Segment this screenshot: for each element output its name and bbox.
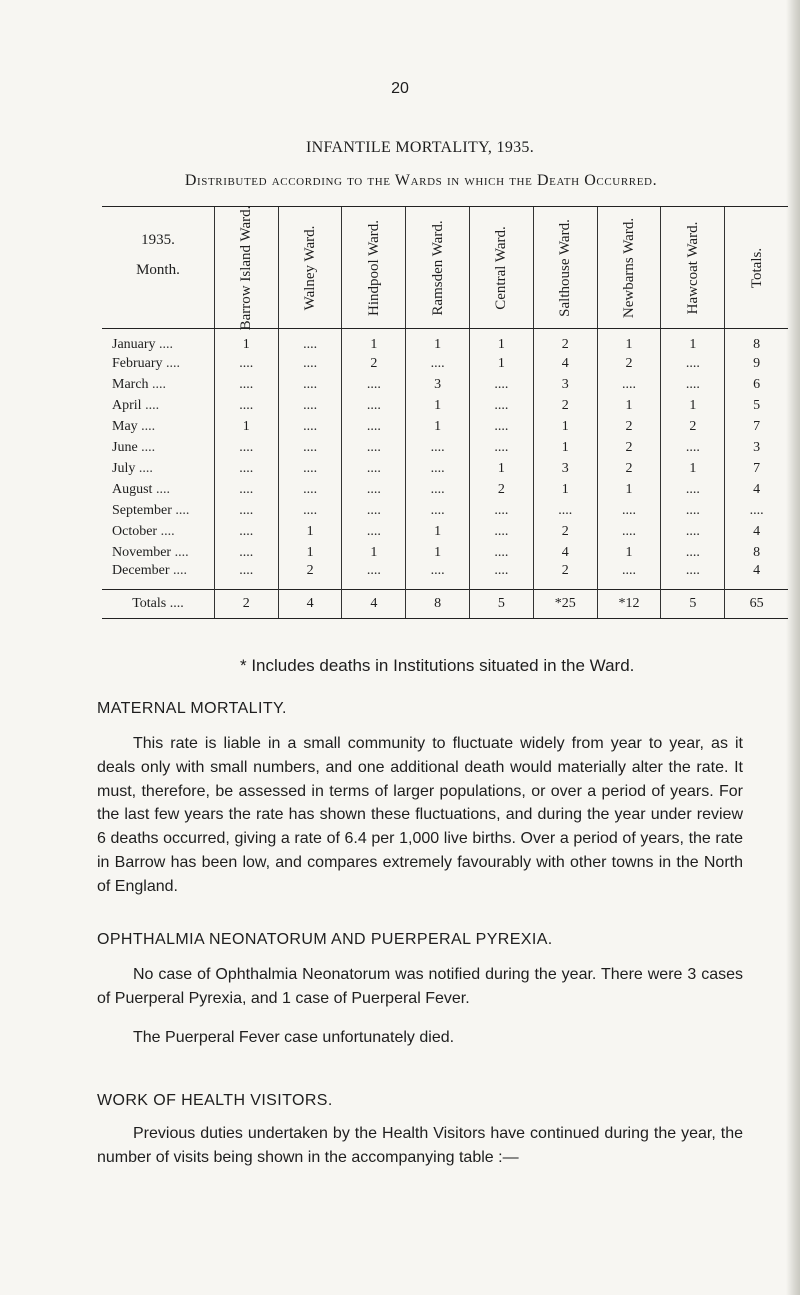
table-cell: ....: [278, 374, 342, 395]
table-cell: 2: [342, 353, 406, 374]
table-title: INFANTILE MORTALITY, 1935.: [305, 139, 535, 156]
table-cell: 1: [533, 416, 597, 437]
table-cell: 3: [406, 374, 470, 395]
table-cell: ....: [342, 479, 406, 500]
maternal-paragraph: This rate is liable in a small community to fluctuate widely from year to year, as it deals only with small numbers, and one additional death would materially alter the rate. It must, therefore, be assessed in terms of larger populations, or over a period of years. For the last few years the rate has shown these fluctuations, and during the year under review 6 deaths occurred, giving a rate of 6.4 per 1,000 live births. Over a period of years, the rate in Barrow has been low, and compares extremely favourably with other towns in the North of England.: [97, 735, 743, 895]
ophthalmia-heading: OPHTHALMIA NEONATORUM AND PUERPERAL PYREXIA.: [97, 931, 553, 948]
table-cell: ....: [214, 500, 278, 521]
column-header: Barrow Island Ward.: [214, 207, 278, 329]
table-cell: ....: [597, 500, 661, 521]
table-cell: ....: [214, 521, 278, 542]
table-cell: 8: [725, 542, 788, 563]
table-cell: ....: [406, 500, 470, 521]
table-row: [102, 395, 788, 416]
table-cell: 9: [725, 353, 788, 374]
table-cell: ....: [470, 542, 534, 563]
table-cell: ....: [597, 563, 661, 590]
table-cell: 1: [661, 395, 725, 416]
table-cell: ....: [470, 374, 534, 395]
table-cell: 4: [725, 521, 788, 542]
table-cell: 2: [533, 563, 597, 590]
month-cell: February ....: [112, 355, 181, 371]
table-cell: ....: [406, 563, 470, 590]
table-cell: ....: [214, 563, 278, 590]
month-header: [102, 207, 214, 329]
table-cell: ....: [214, 479, 278, 500]
table-row: [102, 479, 788, 500]
table-cell: 5: [725, 395, 788, 416]
month-cell: August ....: [112, 481, 170, 497]
table-cell: ....: [661, 542, 725, 563]
table-row: [102, 500, 788, 521]
totals-label: Totals ....: [102, 590, 214, 619]
table-cell: 1: [533, 437, 597, 458]
month-cell: November ....: [112, 544, 189, 560]
table-cell: 3: [533, 374, 597, 395]
total-cell: 5: [470, 590, 534, 619]
table-cell: 4: [725, 563, 788, 590]
table-cell: ....: [470, 563, 534, 590]
month-cell: June ....: [112, 439, 156, 455]
table-cell: ....: [342, 458, 406, 479]
table-cell: ....: [342, 416, 406, 437]
page-edge-shadow: [786, 0, 800, 1295]
month-cell: December ....: [112, 563, 188, 578]
table-cell: ....: [342, 374, 406, 395]
table-cell: 1: [597, 542, 661, 563]
table-cell: 2: [533, 395, 597, 416]
table-cell: ....: [406, 353, 470, 374]
table-subtitle: Distributed according to the Wards in which the Death Occurred.: [184, 172, 658, 189]
table-cell: ....: [470, 521, 534, 542]
table-cell: ....: [214, 542, 278, 563]
table-cell: 4: [725, 479, 788, 500]
table-row: [102, 458, 788, 479]
table-cell: 1: [342, 542, 406, 563]
table-cell: 6: [725, 374, 788, 395]
column-header: Hawcoat Ward.: [661, 207, 725, 329]
total-cell: 2: [214, 590, 278, 619]
table-cell: 4: [533, 542, 597, 563]
table-cell: 2: [470, 479, 534, 500]
table-cell: ....: [661, 479, 725, 500]
table-cell: 7: [725, 458, 788, 479]
column-header: Salthouse Ward.: [533, 207, 597, 329]
table-cell: 1: [470, 458, 534, 479]
table-row: [102, 329, 788, 354]
table-row: [102, 416, 788, 437]
table-cell: ....: [597, 374, 661, 395]
month-cell: January ....: [112, 337, 174, 352]
health-visitors-heading: WORK OF HEALTH VISITORS.: [97, 1092, 333, 1109]
table-cell: ....: [278, 395, 342, 416]
column-header: Newbarns Ward.: [597, 207, 661, 329]
table-cell: 1: [278, 521, 342, 542]
table-cell: 2: [533, 329, 597, 354]
table-cell: ....: [342, 437, 406, 458]
table-cell: 1: [406, 521, 470, 542]
table-cell: 1: [214, 416, 278, 437]
month-cell: April ....: [112, 397, 160, 413]
table-cell: ....: [725, 500, 788, 521]
table-cell: 3: [725, 437, 788, 458]
total-cell: *12: [597, 590, 661, 619]
month-cell: May ....: [112, 418, 156, 434]
table-cell: 2: [597, 416, 661, 437]
month-header-year: 1935.: [141, 232, 175, 248]
column-header: Totals.: [725, 207, 788, 329]
table-row: [102, 542, 788, 563]
table-cell: ....: [661, 500, 725, 521]
table-cell: ....: [661, 374, 725, 395]
column-header: Ramsden Ward.: [406, 207, 470, 329]
table-cell: 2: [597, 353, 661, 374]
table-cell: 1: [406, 395, 470, 416]
table-footnote: * Includes deaths in Institutions situated in the Ward.: [240, 656, 635, 675]
column-header: Hindpool Ward.: [342, 207, 406, 329]
total-cell: 8: [406, 590, 470, 619]
table-cell: ....: [278, 416, 342, 437]
table-cell: 1: [278, 542, 342, 563]
table-cell: 3: [533, 458, 597, 479]
table-cell: 1: [597, 395, 661, 416]
table-cell: ....: [342, 521, 406, 542]
table-cell: ....: [661, 437, 725, 458]
table-cell: 4: [533, 353, 597, 374]
table-cell: 1: [406, 542, 470, 563]
column-header: Walney Ward.: [278, 207, 342, 329]
table-cell: 1: [533, 479, 597, 500]
table-row: [102, 563, 788, 590]
month-cell: September ....: [112, 502, 190, 518]
month-cell: March ....: [112, 376, 167, 392]
table-cell: 1: [470, 353, 534, 374]
table-cell: ....: [278, 500, 342, 521]
table-cell: ....: [470, 395, 534, 416]
table-cell: 1: [406, 416, 470, 437]
table-cell: 1: [406, 329, 470, 354]
table-cell: ....: [470, 500, 534, 521]
ophthalmia-paragraph-2: The Puerperal Fever case unfortunately died.: [133, 1028, 455, 1046]
table-cell: 2: [278, 563, 342, 590]
table-cell: ....: [278, 329, 342, 354]
table-cell: 2: [661, 416, 725, 437]
table-cell: ....: [278, 458, 342, 479]
month-header-label: Month.: [136, 262, 180, 278]
infantile-mortality-table: [102, 206, 788, 619]
table-cell: ....: [214, 353, 278, 374]
table-cell: ....: [214, 437, 278, 458]
month-cell: October ....: [112, 523, 175, 539]
table-cell: 1: [470, 329, 534, 354]
table-row: [102, 437, 788, 458]
table-cell: ....: [406, 458, 470, 479]
table-cell: ....: [214, 458, 278, 479]
totals-row: [102, 590, 788, 619]
table-cell: ....: [214, 395, 278, 416]
total-cell: 65: [725, 590, 788, 619]
total-cell: *25: [533, 590, 597, 619]
health-visitors-paragraph: Previous duties undertaken by the Health Visitors have continued during the year, the number of visits being shown in the accompanying table :—: [97, 1125, 743, 1166]
column-header: Central Ward.: [470, 207, 534, 329]
table-row: [102, 521, 788, 542]
table-cell: ....: [342, 500, 406, 521]
table-cell: 1: [661, 458, 725, 479]
table-body: [102, 329, 788, 590]
table-cell: ....: [278, 353, 342, 374]
table-cell: 2: [597, 437, 661, 458]
table-cell: ....: [342, 395, 406, 416]
total-cell: 4: [278, 590, 342, 619]
table-cell: ....: [406, 479, 470, 500]
table-cell: 2: [533, 521, 597, 542]
table-cell: ....: [470, 416, 534, 437]
table-row: [102, 374, 788, 395]
table-cell: ....: [661, 521, 725, 542]
table-cell: ....: [406, 437, 470, 458]
table-row: [102, 353, 788, 374]
table-cell: ....: [661, 563, 725, 590]
table-cell: 1: [661, 329, 725, 354]
ophthalmia-section: [97, 931, 743, 1049]
table-cell: ....: [661, 353, 725, 374]
total-cell: 5: [661, 590, 725, 619]
table-cell: ....: [597, 521, 661, 542]
table-cell: ....: [278, 479, 342, 500]
table-cell: 1: [597, 479, 661, 500]
table-cell: 1: [342, 329, 406, 354]
health-visitors-section: [97, 1092, 743, 1170]
maternal-mortality-section: [97, 700, 743, 899]
table-cell: 1: [214, 329, 278, 354]
table-cell: ....: [470, 437, 534, 458]
table-cell: ....: [278, 437, 342, 458]
table-cell: 2: [597, 458, 661, 479]
total-cell: 4: [342, 590, 406, 619]
maternal-heading: MATERNAL MORTALITY.: [97, 700, 287, 717]
table-cell: 7: [725, 416, 788, 437]
table-cell: ....: [533, 500, 597, 521]
ophthalmia-paragraph-1: No case of Ophthalmia Neonatorum was notified during the year. There were 3 cases of Puerperal Pyrexia, and 1 case of Puerperal Fever.: [97, 966, 743, 1007]
table-cell: ....: [342, 563, 406, 590]
table-cell: ....: [214, 374, 278, 395]
month-cell: July ....: [112, 460, 153, 476]
table-header-row: [102, 207, 788, 329]
table-cell: 1: [597, 329, 661, 354]
page-number: 20: [391, 80, 409, 97]
table-cell: 8: [725, 329, 788, 354]
